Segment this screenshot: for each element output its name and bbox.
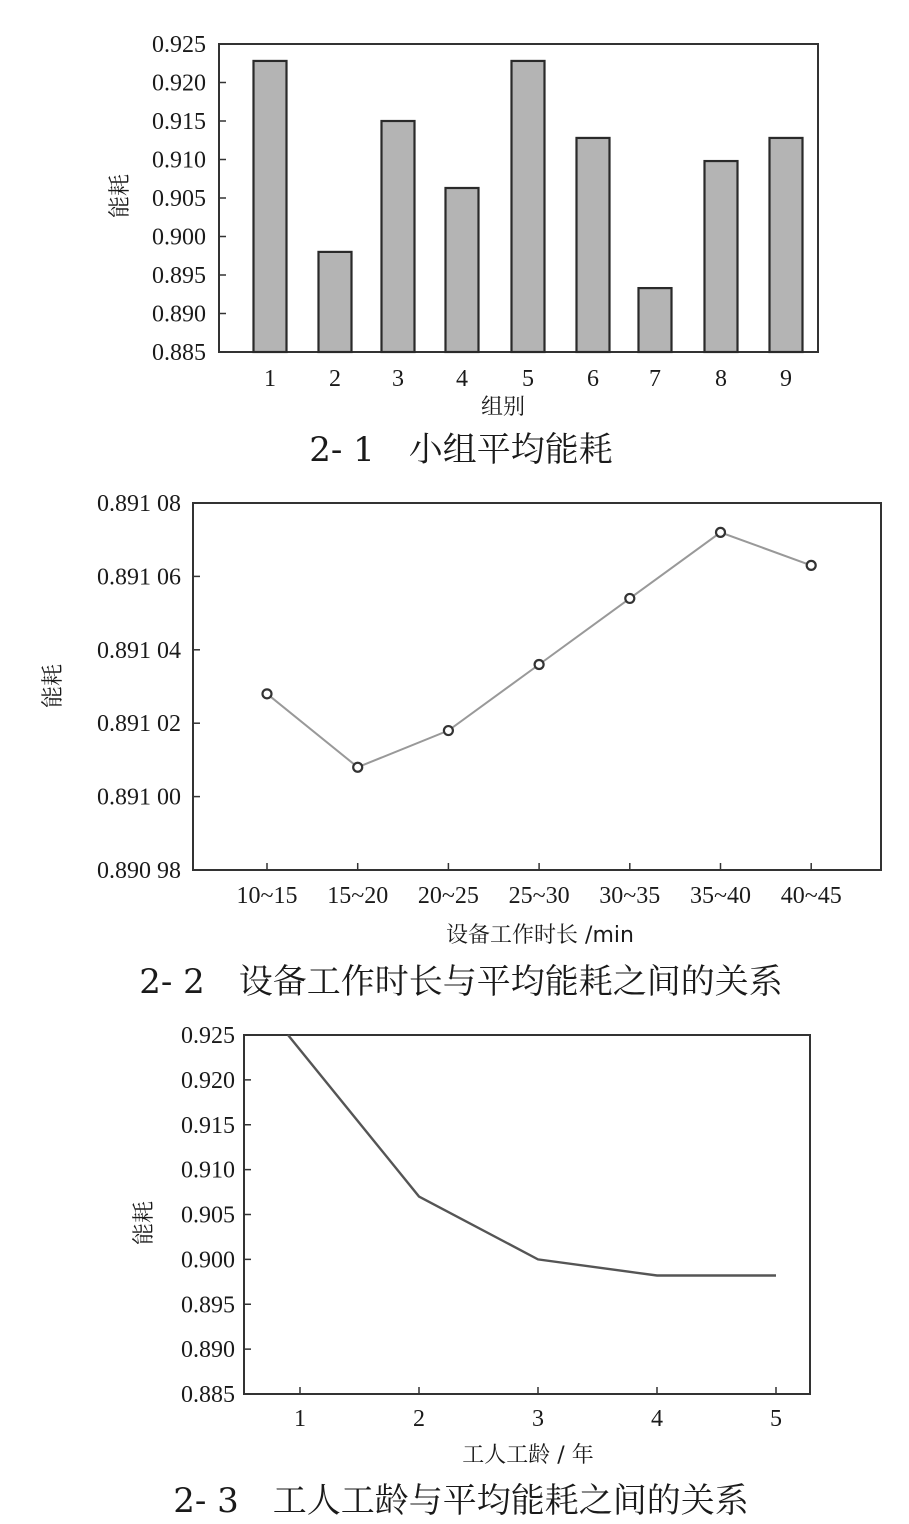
- chart1-xlabel: 组别: [480, 395, 526, 420]
- chart1-bar: [382, 121, 415, 352]
- chart2-ylabel: 能耗: [41, 663, 66, 709]
- chart1-xtick-label: 4: [456, 366, 468, 392]
- chart1-bar: [705, 161, 738, 352]
- chart3-ytick-label: 0.890: [181, 1337, 235, 1364]
- chart2-ytick-label: 0.891 08: [97, 491, 181, 517]
- chart1-x-axis: [264, 366, 792, 392]
- chart1-bar: [319, 252, 352, 352]
- chart2-xtick-label: 40~45: [780, 883, 842, 909]
- chart1-ytick-label: 0.900: [152, 224, 206, 251]
- chart3-ylabel: 能耗: [132, 1200, 157, 1246]
- chart1-ytick-label: 0.905: [152, 186, 206, 212]
- chart1-xtick-label: 8: [715, 366, 727, 392]
- chart1-xtick-label: 6: [587, 366, 599, 392]
- chart2-ytick-label: 0.891 06: [97, 564, 181, 591]
- chart2-xtick-label: 20~25: [417, 883, 479, 909]
- chart1-bar: [446, 188, 479, 352]
- chart1-xtick-label: 9: [780, 366, 792, 392]
- chart2-xtick-label: 15~20: [327, 883, 389, 909]
- chart3-xtick-label: 4: [651, 1406, 663, 1432]
- chart2-point: [353, 763, 362, 772]
- chart-group-energy: [108, 32, 818, 470]
- chart-duration-energy: [41, 491, 881, 1002]
- chart1-ylabel: 能耗: [108, 173, 133, 219]
- chart2-point: [807, 561, 816, 570]
- chart3-frame: [244, 1035, 810, 1394]
- chart1-caption: 2- 1 小组平均能耗: [309, 430, 613, 470]
- chart2-xtick-label: 10~15: [236, 883, 298, 909]
- chart3-y-axis: [181, 1023, 251, 1408]
- chart2-points: [263, 528, 816, 772]
- chart2-xtick-label: 30~35: [599, 883, 661, 909]
- chart1-ytick-label: 0.920: [152, 70, 206, 97]
- chart1-y-axis: [152, 32, 226, 366]
- chart1-bar: [254, 61, 287, 352]
- chart3-xtick-label: 5: [770, 1406, 782, 1432]
- chart1-bar: [770, 138, 803, 352]
- chart3-xtick-label: 1: [294, 1406, 306, 1432]
- chart2-xtick-label: 25~30: [508, 883, 570, 909]
- chart2-frame: [193, 503, 881, 870]
- chart2-xlabel: 设备工作时长 /min: [446, 923, 634, 948]
- chart1-ytick-label: 0.910: [152, 147, 206, 174]
- chart-seniority-energy: [132, 1023, 810, 1521]
- chart2-point: [716, 528, 725, 537]
- chart1-ytick-label: 0.895: [152, 263, 206, 289]
- chart2-y-axis: [97, 491, 200, 884]
- chart1-ytick-label: 0.925: [152, 32, 206, 58]
- chart3-ytick-label: 0.920: [181, 1067, 235, 1094]
- chart3-caption: 2- 3 工人工龄与平均能耗之间的关系: [173, 1481, 749, 1521]
- chart2-xtick-label: 35~40: [690, 883, 751, 909]
- chart1-ytick-label: 0.885: [152, 340, 206, 366]
- chart2-point: [625, 594, 634, 603]
- chart3-ytick-label: 0.905: [181, 1202, 235, 1229]
- chart3-xtick-label: 3: [532, 1406, 544, 1432]
- chart3-ytick-label: 0.895: [181, 1292, 235, 1319]
- chart3-xtick-label: 2: [413, 1406, 425, 1432]
- chart1-bar: [577, 138, 610, 352]
- chart2-series-line: [267, 532, 811, 767]
- chart1-xtick-label: 1: [264, 366, 276, 392]
- chart2-ytick-label: 0.891 04: [97, 637, 181, 664]
- chart2-ytick-label: 0.891 00: [97, 784, 181, 811]
- chart3-ytick-label: 0.910: [181, 1157, 235, 1184]
- chart2-point: [263, 689, 272, 698]
- chart3-ytick-label: 0.925: [181, 1023, 235, 1049]
- chart3-ytick-label: 0.900: [181, 1247, 235, 1274]
- chart1-xtick-label: 5: [522, 366, 534, 392]
- chart2-point: [535, 660, 544, 669]
- chart1-bar: [512, 61, 545, 352]
- chart1-xtick-label: 7: [649, 366, 661, 392]
- chart1-xtick-label: 2: [329, 366, 341, 392]
- chart2-ytick-label: 0.891 02: [97, 711, 181, 738]
- chart3-xlabel: 工人工龄 / 年: [462, 1443, 594, 1468]
- chart1-bars: [254, 61, 803, 352]
- chart1-ytick-label: 0.915: [152, 109, 206, 135]
- chart1-ytick-label: 0.890: [152, 301, 206, 328]
- chart3-ytick-label: 0.915: [181, 1112, 235, 1139]
- chart2-caption: 2- 2 设备工作时长与平均能耗之间的关系: [139, 962, 783, 1002]
- chart3-series-line: [288, 1035, 776, 1276]
- chart1-bar: [639, 288, 672, 352]
- chart1-xtick-label: 3: [392, 366, 404, 392]
- chart2-ytick-label: 0.890 98: [97, 858, 181, 884]
- chart2-point: [444, 726, 453, 735]
- chart3-ytick-label: 0.885: [181, 1382, 235, 1408]
